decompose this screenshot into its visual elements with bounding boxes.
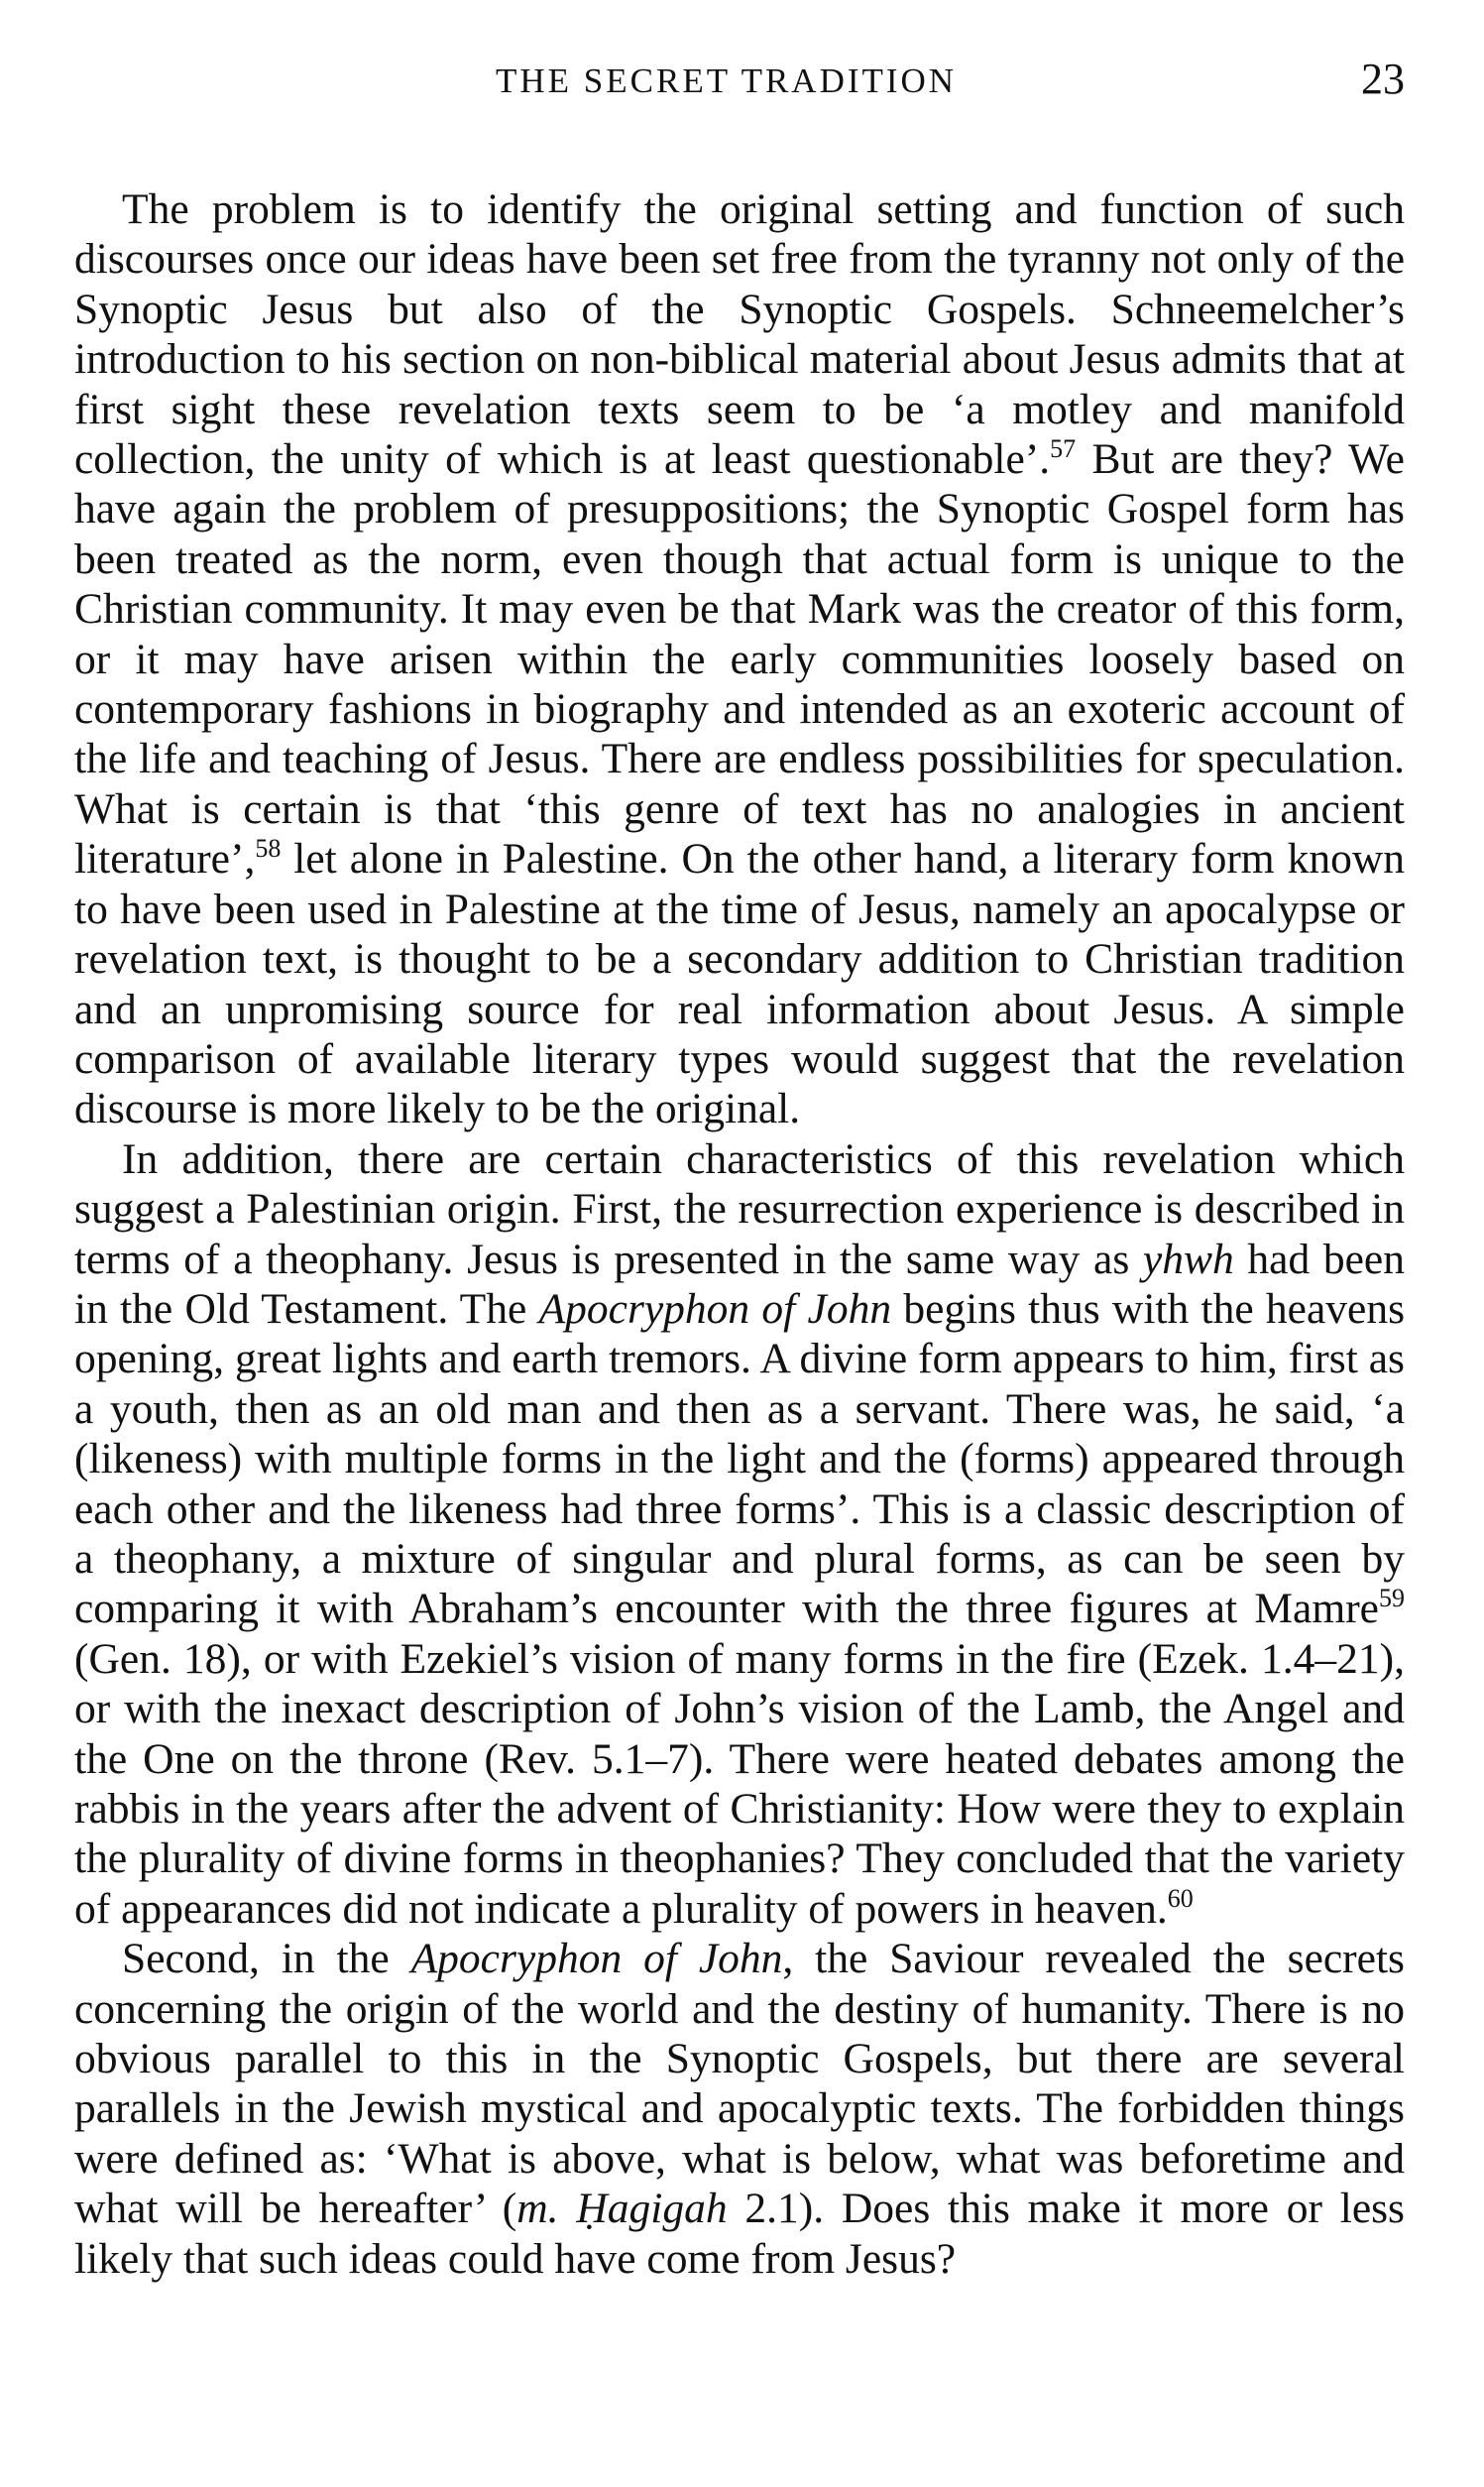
footnote-ref: 60 [1167,1883,1194,1913]
text-run: let alone in Palestine. On the other hand, a literary form known to have been used in Palestine at the time of Jesus, namely an apocalypse or revelation text, is thought to be a secondary addition to Christian tradition and an unpromising source for real information about Jesus. A simple comparison of available literary types would suggest that the revelation discourse is more likely to be the original. [74,835,1405,1133]
italic-text: Apocryphon of John [410,1935,783,1983]
footnote-ref: 59 [1379,1584,1405,1613]
paragraph-2 [74,1134,1405,1935]
footnote-ref: 58 [255,834,282,864]
footnote-ref: 57 [1050,434,1077,464]
text-run: In addition, there are certain characteristics of this revelation which suggest a Palestinian origin. First, the resurrection experience is described in terms of a theophany. Jesus is presented in the same way as [74,1134,1405,1283]
text-run: 2.1). Does this make it more or less likely that such ideas could have come from Jesus? [74,2185,1405,2283]
text-run: , the Saviour revealed the secrets concerning the origin of the world and the destiny of humanity. There is no obvious parallel to this in the Synoptic Gospels, but there are several parallels in the Jewish mystical and apocalyptic texts. The forbidden things were defined as: ‘What is above, what is below, what was beforetime and what will be hereafter’ ( [74,1935,1405,2233]
text-run: The problem is to identify the original setting and function of such discourses once our ideas have been set free from the tyranny not only of the Synoptic Jesus but also of the Synoptic Gospels. Schneemelcher’s introduction to his section on non-biblical material about Jesus admits that at first sight these revelation texts seem to be ‘a motley and manifold collection, the unity of which is at least questionable’. [74,185,1405,484]
text-run: (Gen. 18), or with Ezekiel’s vision of many forms in the fire (Ezek. 1.4–21), or with the inexact description of John’s vision of the Lamb, the Angel and the One on the throne (Rev. 5.1–7). There were heated debates among the rabbis in the years after the advent of Christianity: How were they to explain the plurality of divine forms in theophanies? They concluded that the variety of appearances did not indicate a plurality of powers in heaven. [74,1634,1405,1933]
paragraph-3 [74,1934,1405,2284]
page-number: 23 [1361,55,1405,103]
italic-text: m. Ḥagigah [516,2185,728,2233]
body-text [74,184,1405,2284]
text-run: begins thus with the heavens opening, great lights and earth tremors. A divine form appears to him, first as a youth, then as an old man and then as a servant. There was, he said, ‘a (likeness) with multiple forms in the light and the (forms) appeared through each other and the likeness had three forms’. This is a classic description of a theophany, a mixture of singular and plural forms, as can be seen by comparing it with Abraham’s encounter with the three figures at Mamre [74,1284,1405,1633]
running-head: THE SECRET TRADITION [496,61,958,100]
text-run: Second, in the [122,1935,411,1983]
text-run: had been in the Old Testament. The [74,1235,1405,1333]
paragraph-1 [74,184,1405,1134]
text-run: But are they? We have again the problem of presuppositions; the Synoptic Gospel form has been treated as the norm, even though that actual form is unique to the Christian community. It may even be that Mark was the creator of this form, or it may have arisen within the early communities loosely based on contemporary fashions in biography and intended as an exoteric account of the life and teaching of Jesus. There are endless possibilities for speculation. What is certain is that ‘this genre of text has no analogies in ancient literature’, [74,435,1405,884]
italic-text: Apocryphon of John [538,1284,892,1333]
italic-text: yhwh [1142,1235,1234,1283]
